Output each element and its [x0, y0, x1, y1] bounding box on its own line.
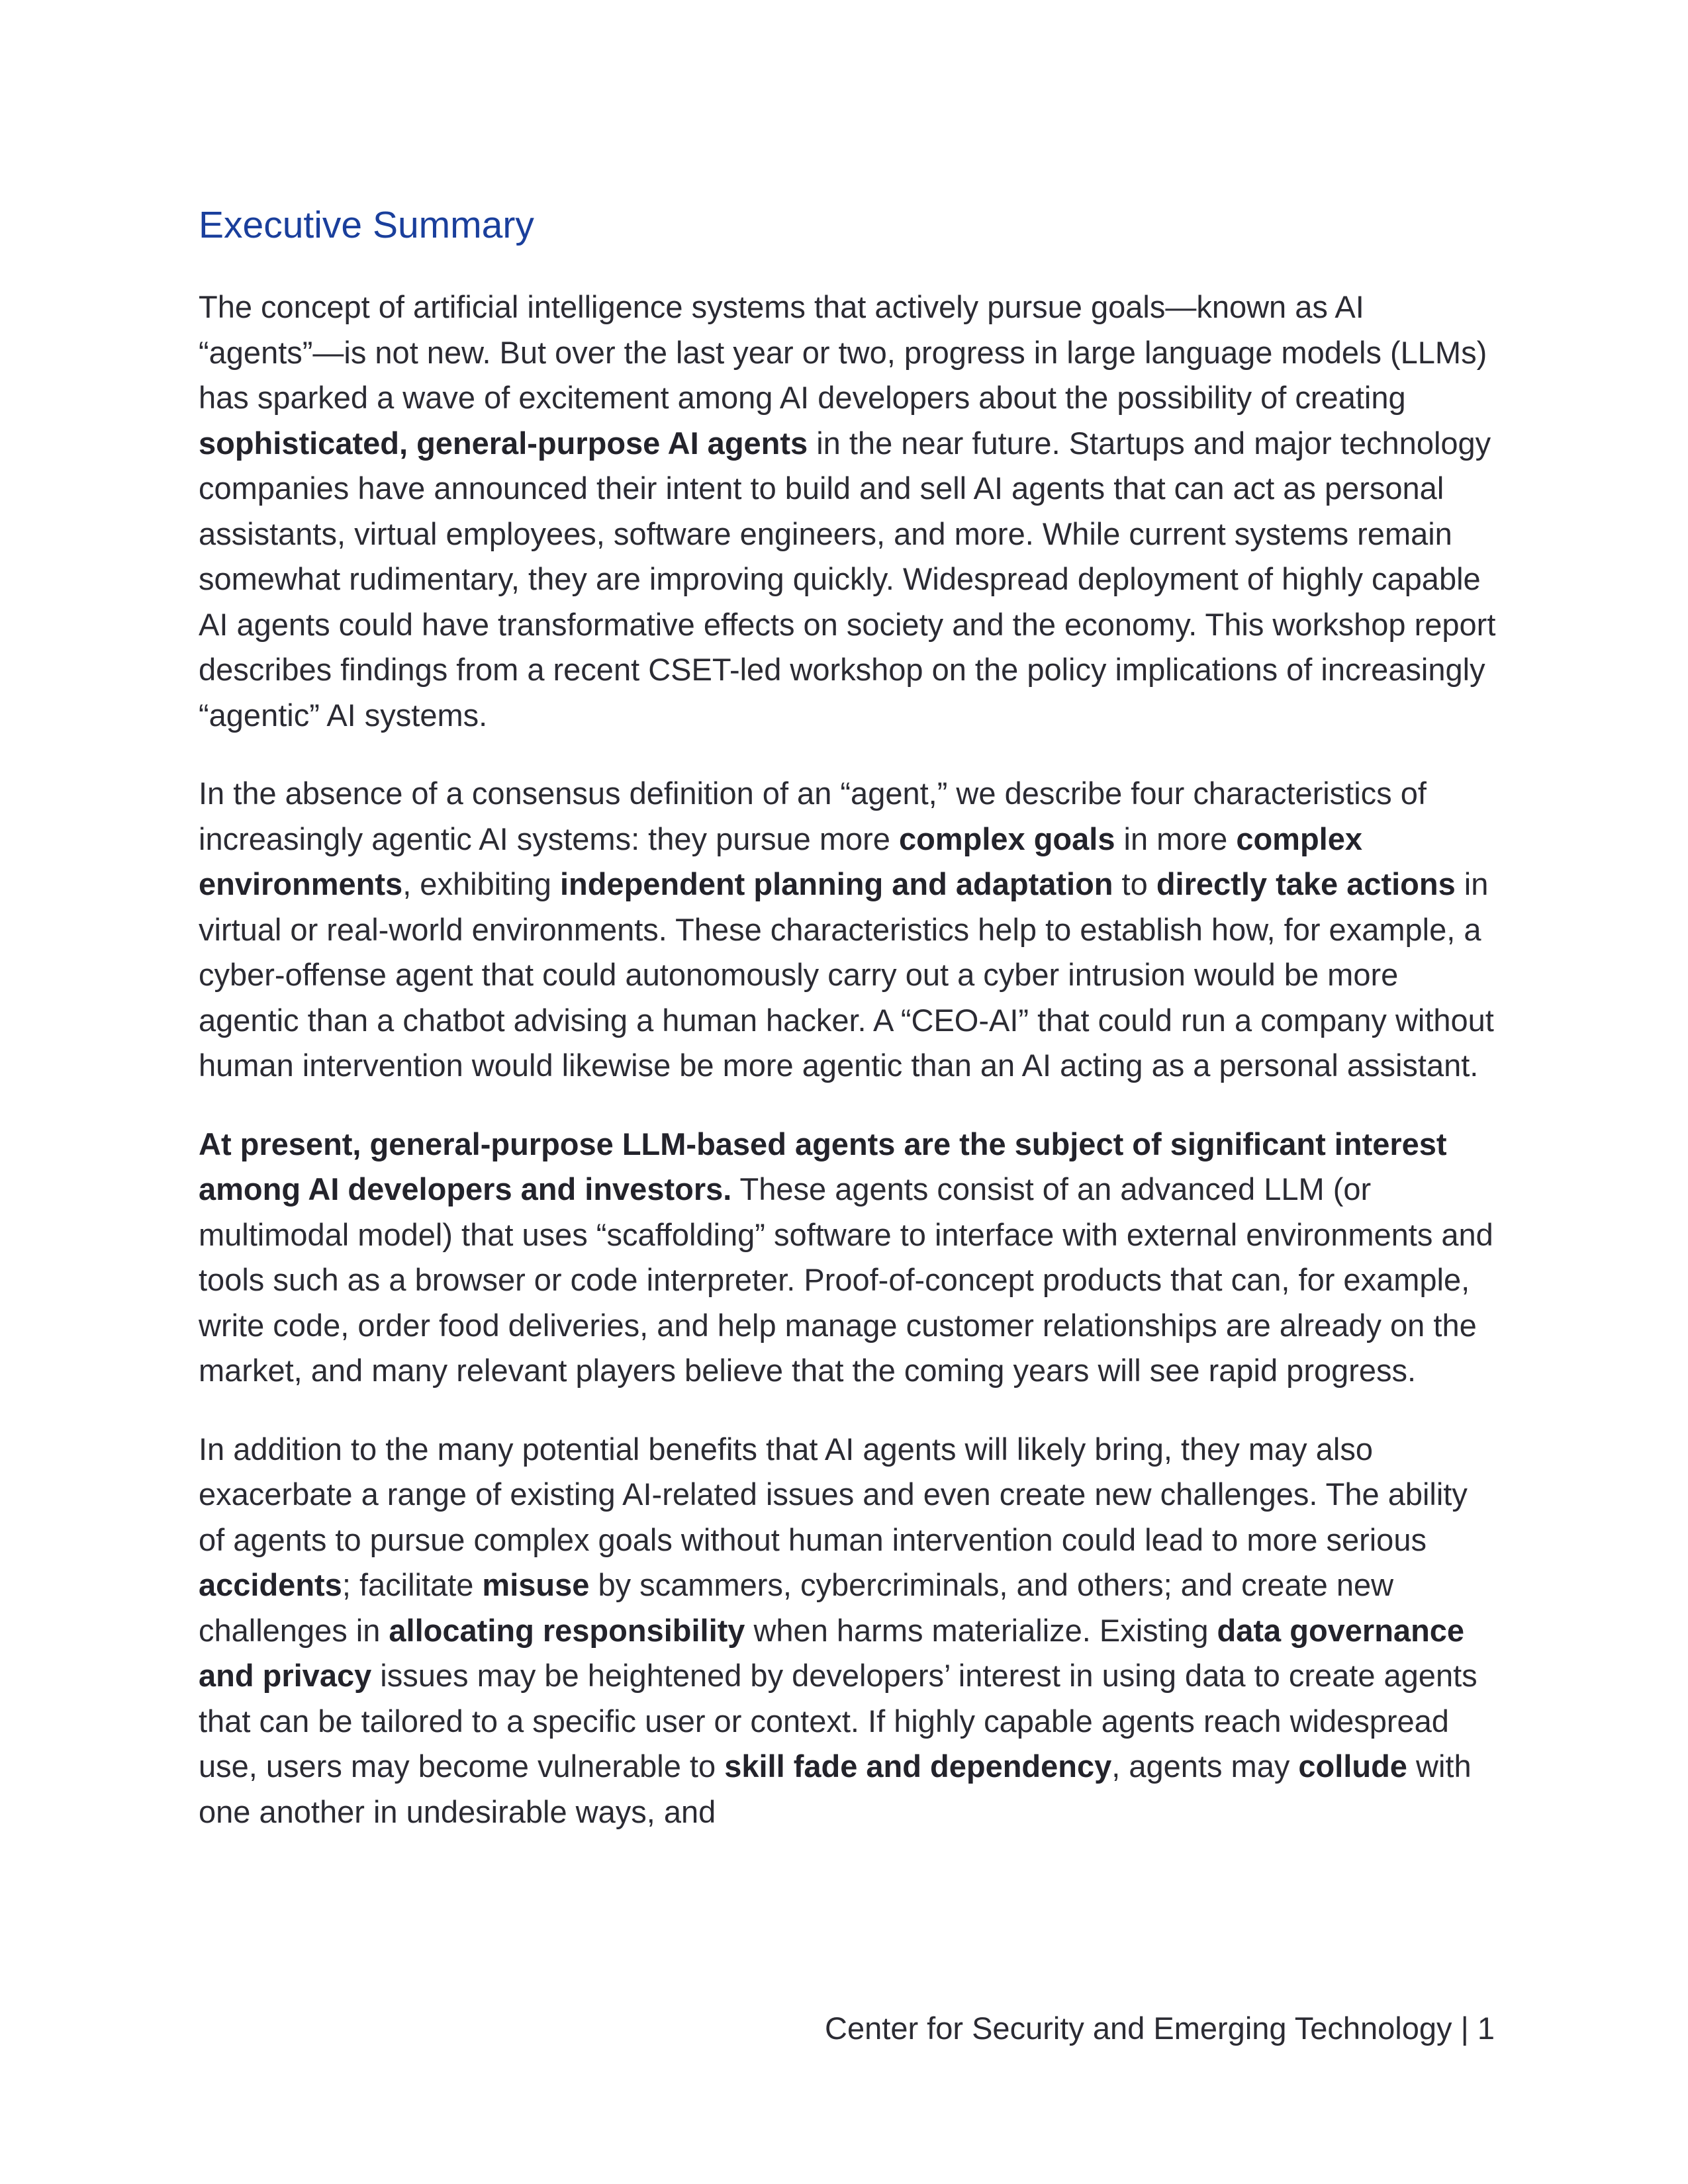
- bold-phrase: skill fade and dependency: [724, 1749, 1112, 1784]
- text-run: In the absence of a consensus definition of an “agent,” we describe four characteristics of increasingly agentic AI systems: they pursue more: [199, 776, 1427, 856]
- text-run: The concept of artificial intelligence systems that actively pursue goals—known as AI “agents”—is not new. But over the last year or two, progress in large language models (LLMs) has sparked a wave of excitement among AI developers about the possibility of creating: [199, 289, 1487, 415]
- bold-phrase: complex environments: [199, 821, 1363, 901]
- text-run: when harms materialize. Existing: [745, 1612, 1217, 1648]
- bold-phrase: At present, general-purpose LLM-based agents are the subject of significant interest among AI developers and investors.: [199, 1126, 1447, 1206]
- text-run: ; facilitate: [342, 1567, 483, 1602]
- text-run: In addition to the many potential benefits that AI agents will likely bring, they may also exacerbate a range of existing AI-related issues and even create new challenges. The ability of agents to pursue complex goals without human intervention could lead to more serious: [199, 1431, 1468, 1557]
- page-footer: Center for Security and Emerging Technology | 1: [825, 2011, 1495, 2046]
- bold-phrase: data governance and privacy: [199, 1612, 1465, 1693]
- document-page: [199, 199, 1496, 1868]
- bold-phrase: directly take actions: [1156, 866, 1456, 901]
- text-run: to: [1113, 866, 1156, 901]
- text-run: with one another in undesirable ways, and: [199, 1749, 1472, 1829]
- text-run: issues may be heightened by developers’ interest in using data to create agents that can be tailored to a specific user or context. If highly capable agents reach widespread use, users may become vulnerable to: [199, 1658, 1477, 1784]
- bold-phrase: complex goals: [898, 821, 1115, 856]
- paragraph-3: [199, 1122, 1496, 1394]
- bold-phrase: collude: [1298, 1749, 1407, 1784]
- bold-phrase: independent planning and adaptation: [559, 866, 1113, 901]
- text-run: , exhibiting: [402, 866, 560, 901]
- text-run: by scammers, cybercriminals, and others; and create new challenges in: [199, 1567, 1394, 1648]
- section-title: Executive Summary: [199, 204, 534, 246]
- paragraph-2: [199, 771, 1496, 1089]
- text-run: in the near future. Startups and major technology companies have announced their intent to build and sell AI agents that can act as personal assistants, virtual employees, software engineers, and more. While current systems remain somewhat rudimentary, they are improving quickly. Widespread deployment of highly capable AI agents could have transformative effects on society and the economy. This workshop report describes findings from a recent CSET-led workshop on the policy implications of increasingly “agentic” AI systems.: [199, 425, 1496, 733]
- bold-phrase: sophisticated, general-purpose AI agents: [199, 425, 808, 461]
- bold-phrase: accidents: [199, 1567, 342, 1602]
- text-run: , agents may: [1111, 1749, 1299, 1784]
- bold-phrase: misuse: [482, 1567, 590, 1602]
- bold-phrase: allocating responsibility: [389, 1612, 745, 1648]
- text-run: in more: [1115, 821, 1237, 856]
- paragraph-4: [199, 1427, 1496, 1835]
- text-run: in virtual or real-world environments. These characteristics help to establish how, for example, a cyber-offense agent that could autonomously carry out a cyber intrusion would be more agentic than a chatbot advising a human hacker. A “CEO-AI” that could run a company without human intervention would likewise be more agentic than an AI acting as a personal assistant.: [199, 866, 1494, 1083]
- text-run: These agents consist of an advanced LLM (or multimodal model) that uses “scaffolding” software to interface with external environments and tools such as a browser or code interpreter. Proof-of-concept products that can, for example, write code, order food deliveries, and help manage customer relationships are already on the market, and many relevant players believe that the coming years will see rapid progress.: [199, 1171, 1493, 1388]
- paragraph-1: [199, 285, 1496, 738]
